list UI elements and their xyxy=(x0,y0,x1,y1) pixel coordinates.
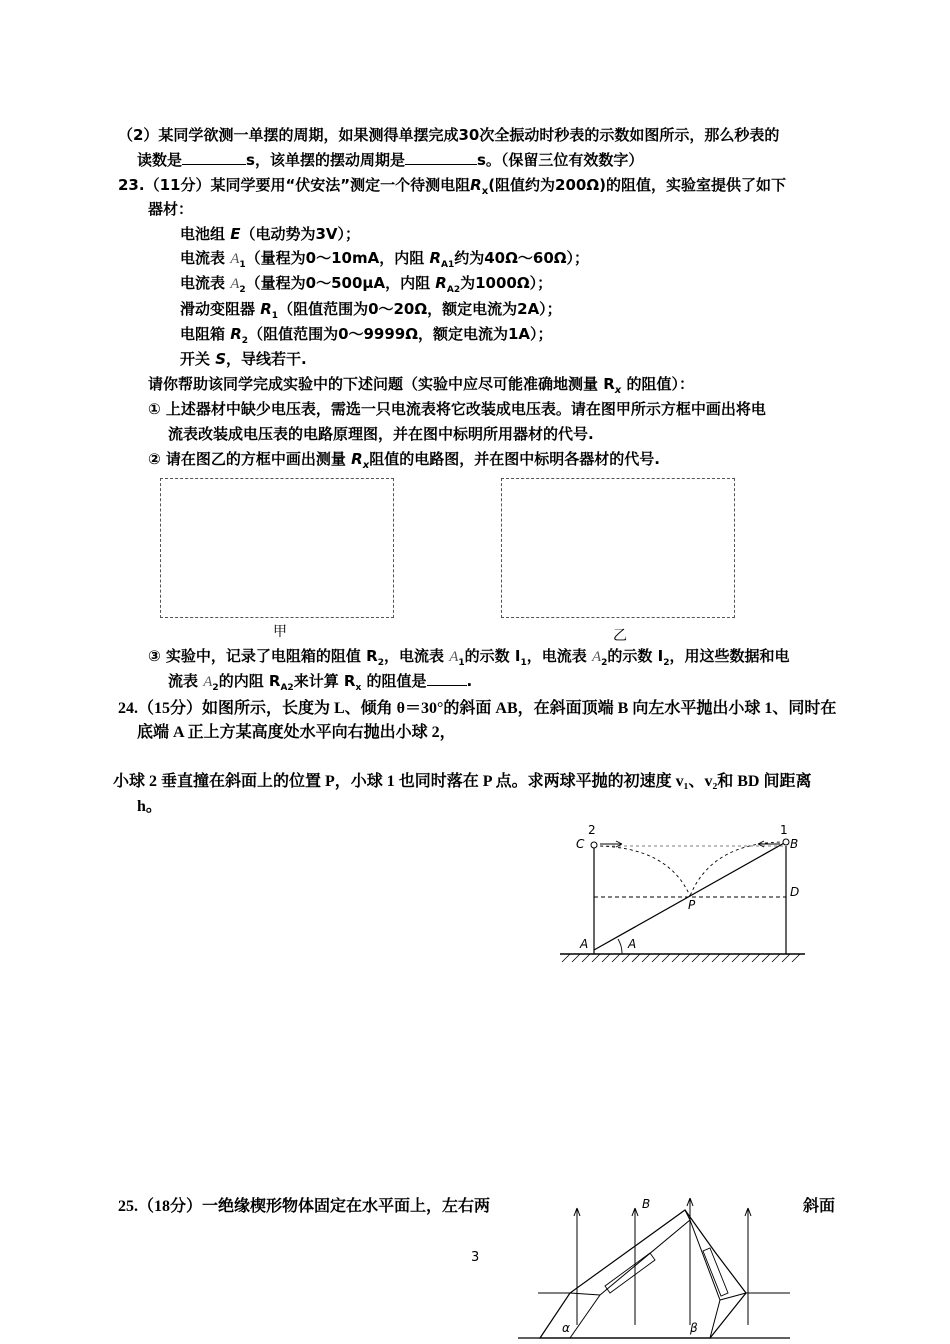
item3-text-e: 的示数 I xyxy=(607,647,664,665)
rx-symbol: R xyxy=(470,176,482,194)
q25-line1: 25.（18分）一绝缘楔形物体固定在水平面上，左右两 xyxy=(118,1198,491,1215)
equip-battery: 电池组 E（电动势为3V）； xyxy=(180,225,361,243)
page-number: 3 xyxy=(471,1250,480,1265)
label-a-left: A xyxy=(580,937,589,951)
equip-rheostat: 滑动变阻器 $R_1$（阻值范围为0～20Ω，额定电流为2A）； xyxy=(180,300,562,321)
angle-arc xyxy=(618,939,622,954)
item3-text-c: 的示数 I xyxy=(464,647,521,665)
label-c: C xyxy=(576,837,585,851)
q23-line1 xyxy=(118,174,786,203)
help-text-end: 的阻值）： xyxy=(621,375,694,393)
answer-blank-rx[interactable] xyxy=(427,670,467,686)
item3-text-j: 的阻值是 xyxy=(361,672,427,690)
q23-item3-line1: ③ 实验中，记录了电阻箱的阻值 $R_2$，电流表 $A_1$的示数 $I_1$，电流表 $A_2$的示数 $I_2$，用这些数据和电 xyxy=(148,647,790,668)
answer-blank-period[interactable] xyxy=(405,149,477,165)
q23-item1-line1: ① 上述器材中缺少电压表，需选一只电流表将它改装成电压表。请在图甲所示方框中画出将电 xyxy=(148,400,766,418)
ball-1 xyxy=(783,839,789,845)
label-angle-a: A xyxy=(628,937,637,951)
item3-text-b: ，电流表 xyxy=(383,647,444,665)
q23-intro-text: 23.（11分）某同学要用“伏安法”测定一个待测电阻 xyxy=(118,176,471,194)
ball-2 xyxy=(591,842,597,848)
ground-hatching xyxy=(562,954,800,962)
wedge-magnetic-field-figure xyxy=(510,1190,800,1344)
item3-text-f: ，用这些数据和电 xyxy=(669,647,790,665)
ball2-trajectory xyxy=(594,846,690,896)
item3-text-i: 来计算 R xyxy=(293,672,356,690)
item3-text-h: 的内阻 R xyxy=(218,672,281,690)
item3-text-a: ③ 实验中，记录了电阻箱的阻值 R xyxy=(148,647,378,665)
label-alpha: α xyxy=(562,1321,570,1335)
caption-yi: 乙 xyxy=(613,628,627,644)
drawing-box-jia[interactable] xyxy=(160,478,394,618)
wedge-left-face xyxy=(570,1210,690,1295)
label-ball-1: 1 xyxy=(780,823,788,837)
item2-text-b: 阻值的电路图，并在图中标明各器材的代号. xyxy=(369,450,660,468)
caption-jia: 甲 xyxy=(273,624,287,640)
q23-line2: 器材： xyxy=(148,200,194,218)
q25-line1-end: 斜面 xyxy=(803,1198,836,1215)
q23-intro-text-2: (阻值约为200Ω)的阻值，实验室提供了如下 xyxy=(488,176,786,194)
q22-part2-line2 xyxy=(137,149,643,171)
rx-subscript-2: x xyxy=(614,385,622,396)
q24-line3: 小球 2 垂直撞在斜面上的位置 P，小球 1 也同时落在 P 点。求两球平抛的初速度 v₁、v₂和 BD 间距离 xyxy=(113,773,812,790)
q22-part2-line1: （2）某同学欲测一单摆的周期，如果测得单摆完成30次全振动时秒表的示数如图所示，那么秒表的 xyxy=(118,126,780,144)
q22-text-b: s，该单摆的摆动周期是 xyxy=(246,151,405,169)
item2-text-a: ② 请在图乙的方框中画出测量 xyxy=(148,450,346,468)
rx-subscript: x xyxy=(481,186,489,197)
equip-ammeter-a1: 电流表 $A_1$（量程为0～10mA，内阻 $R_{A1}$约为40Ω～60Ω）； xyxy=(180,249,590,270)
label-d: D xyxy=(790,885,800,899)
answer-blank-reading[interactable] xyxy=(182,149,246,165)
item3-text-d: ，电流表 xyxy=(526,647,587,665)
q24-line2: 底端 A 正上方某高度处水平向右抛出小球 2， xyxy=(137,724,456,741)
q23-item3-line2: 流表 $A_2$的内阻 $R_{A2}$来计算 $R_x$ 的阻值是 . xyxy=(168,672,473,693)
label-p: P xyxy=(688,898,696,912)
magnetic-field-arrows xyxy=(574,1198,751,1325)
equip-ammeter-a2: 电流表 $A_2$（量程为0～500μA，内阻 $R_{A2}$为1000Ω）； xyxy=(180,274,553,295)
label-beta: β xyxy=(690,1321,698,1335)
equip-resistance-box: 电阻箱 $R_2$（阻值范围为0～9999Ω，额定电流为1A）； xyxy=(180,325,553,346)
left-slope-rail xyxy=(605,1253,655,1293)
label-b-field: B xyxy=(642,1197,651,1211)
q22-text-a: 读数是 xyxy=(137,151,183,169)
item3-text-g: 流表 xyxy=(168,672,199,690)
label-ball-2: 2 xyxy=(588,823,596,837)
drawing-box-yi[interactable] xyxy=(501,478,735,618)
q24-line1: 24.（15分）如图所示，长度为 L、倾角 θ＝30°的斜面 AB，在斜面顶端 B 向左水平抛出小球 1、同时在 xyxy=(118,700,837,717)
q23-item1-line2: 流表改装成电压表的电路原理图，并在图中标明所用器材的代号. xyxy=(168,425,594,443)
item3-text-k: . xyxy=(466,672,473,690)
q24-line4: h。 xyxy=(137,798,162,815)
incline-projectile-figure xyxy=(550,818,812,968)
equip-switch: 开关 S，导线若干. xyxy=(180,350,307,368)
q23-item2: ② 请在图乙的方框中画出测量 $R_x$阻值的电路图，并在图中标明各器材的代号. xyxy=(148,450,660,471)
label-b: B xyxy=(790,837,799,851)
help-text: 请你帮助该同学完成实验中的下述问题（实验中应尽可能准确地测量 R xyxy=(148,375,615,393)
q22-text-c: s。（保留三位有效数字） xyxy=(476,151,644,169)
